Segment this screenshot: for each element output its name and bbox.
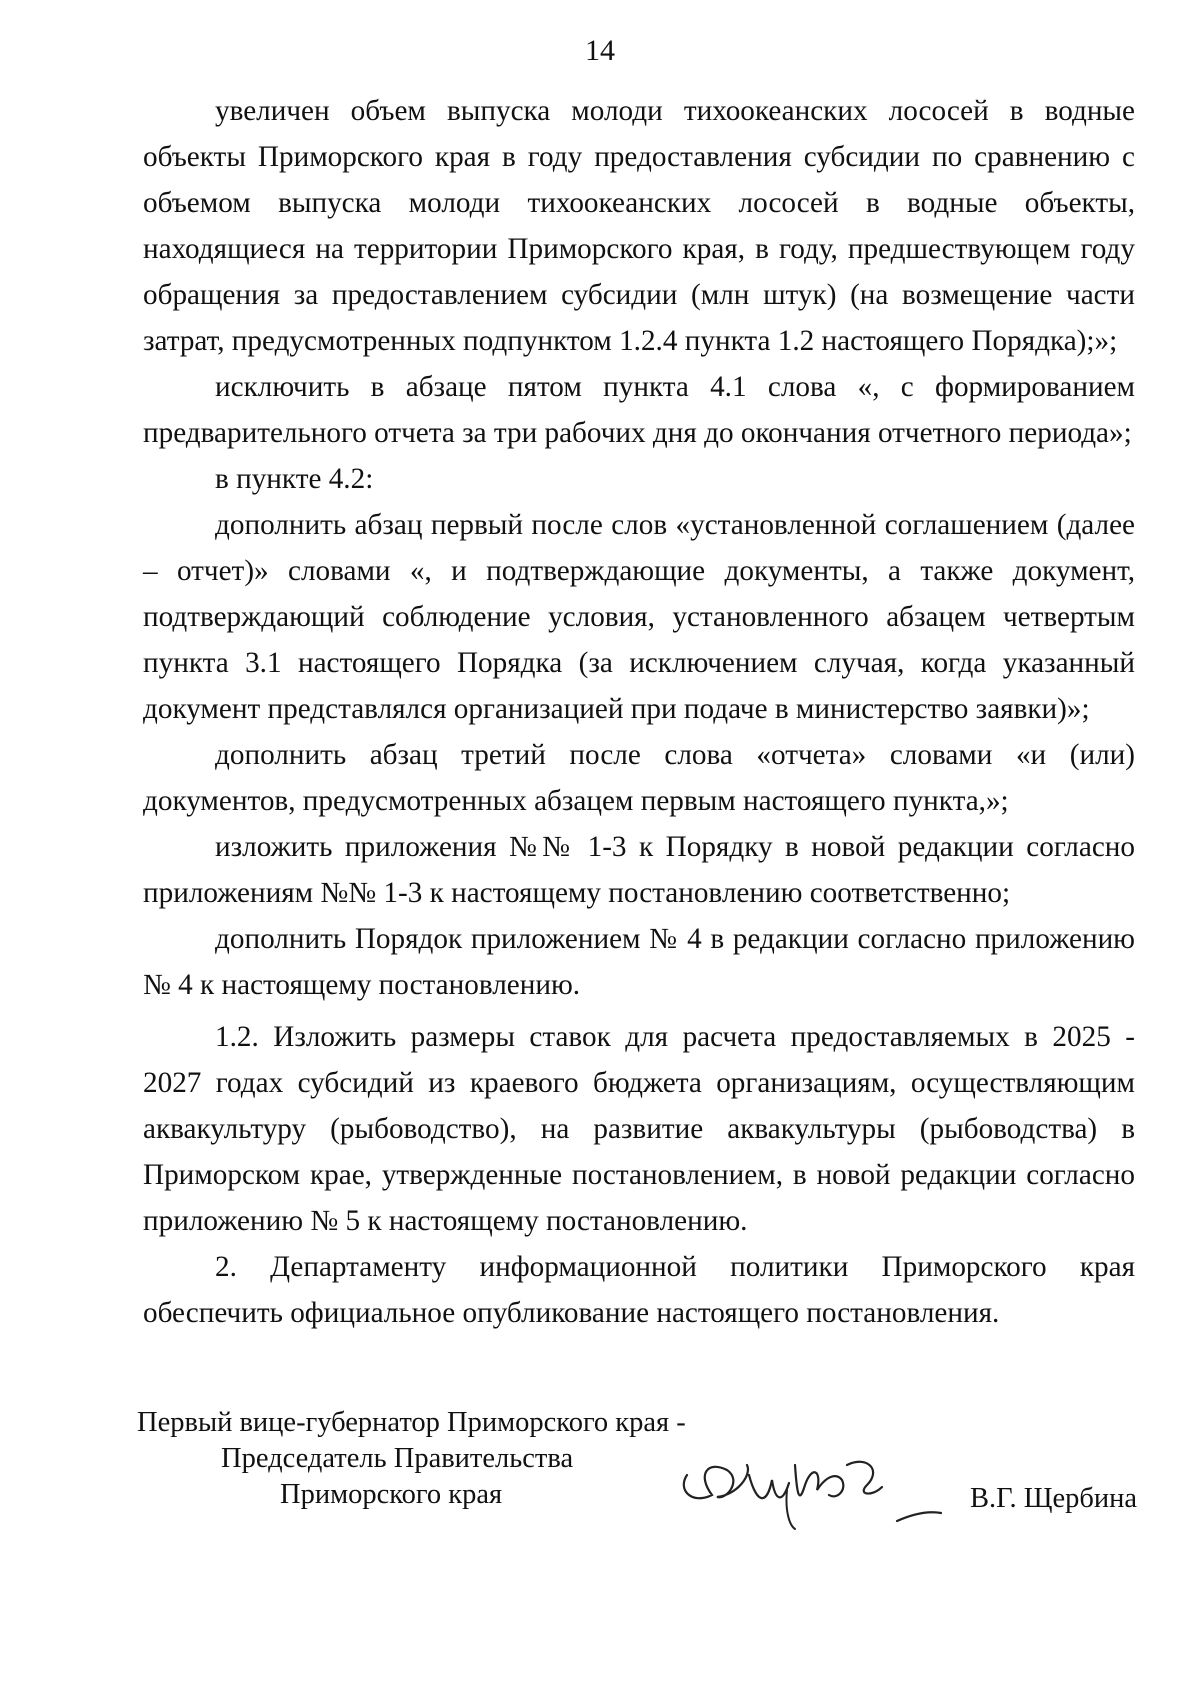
paragraph-4: дополнить абзац первый после слов «установленной соглашением (далее – отчет)» словами «, и подтверждающие документы, а также документ, подтверждающий соблюдение условия, установленного абзацем четвертым пункта 3.1 настоящего Порядка (за исключением случая, когда указанный документ представлялся организацией при подаче в министерство заявки)»; [143,509,1135,725]
signatory-position-line1: Первый вице-губернатор Приморского края - [137,1407,686,1438]
signatory-position-line3: Приморского края [280,1479,503,1510]
handwritten-signature [667,1435,907,1535]
paragraph-9: 2. Департаменту информационной политики Приморского края обеспечить официальное опубликование настоящего постановления. [143,1251,1135,1329]
signatory-position-line2: Председатель Правительства [221,1443,574,1474]
paragraph-1: увеличен объем выпуска молоди тихоокеанских лососей в водные объекты Приморского края в году предоставления субсидии по сравнению с объемом выпуска молоди тихоокеанских лососей в водные объекты, находящиеся на территории Приморского края, в году, предшествующем году обращения за предоставлением субсидии (млн штук) (на возмещение части затрат, предусмотренных подпунктом 1.2.4 пункта 1.2 настоящего Порядка);»; [143,95,1135,357]
paragraph-6: изложить приложения №№ 1-3 к Порядку в новой редакции согласно приложениям №№ 1-3 к настоящему постановлению соответственно; [143,831,1135,909]
signatory-name: В.Г. Щербина [970,1483,1137,1514]
signature-block [137,1405,1137,1555]
paragraph-3: в пункте 4.2: [215,463,374,495]
paragraph-5: дополнить абзац третий после слова «отчета» словами «и (или) документов, предусмотренных абзацем первым настоящего пункта,»; [143,739,1135,817]
document-body [143,88,1135,1336]
page-number: 14 [585,34,615,67]
paragraph-8: 1.2. Изложить размеры ставок для расчета предоставляемых в 2025 - 2027 годах субсидий из краевого бюджета организациям, осуществляющим аквакультуру (рыбоводство), на развитие аквакультуры (рыбоводства) в Приморском крае, утвержденные постановлением, в новой редакции согласно приложению № 5 к настоящему постановлению. [143,1021,1135,1237]
paragraph-7: дополнить Порядок приложением № 4 в редакции согласно приложению № 4 к настоящему постановлению. [143,923,1135,1001]
paragraph-2: исключить в абзаце пятом пункта 4.1 слова «, с формированием предварительного отчета за три рабочих дня до окончания отчетного периода»; [143,371,1135,449]
